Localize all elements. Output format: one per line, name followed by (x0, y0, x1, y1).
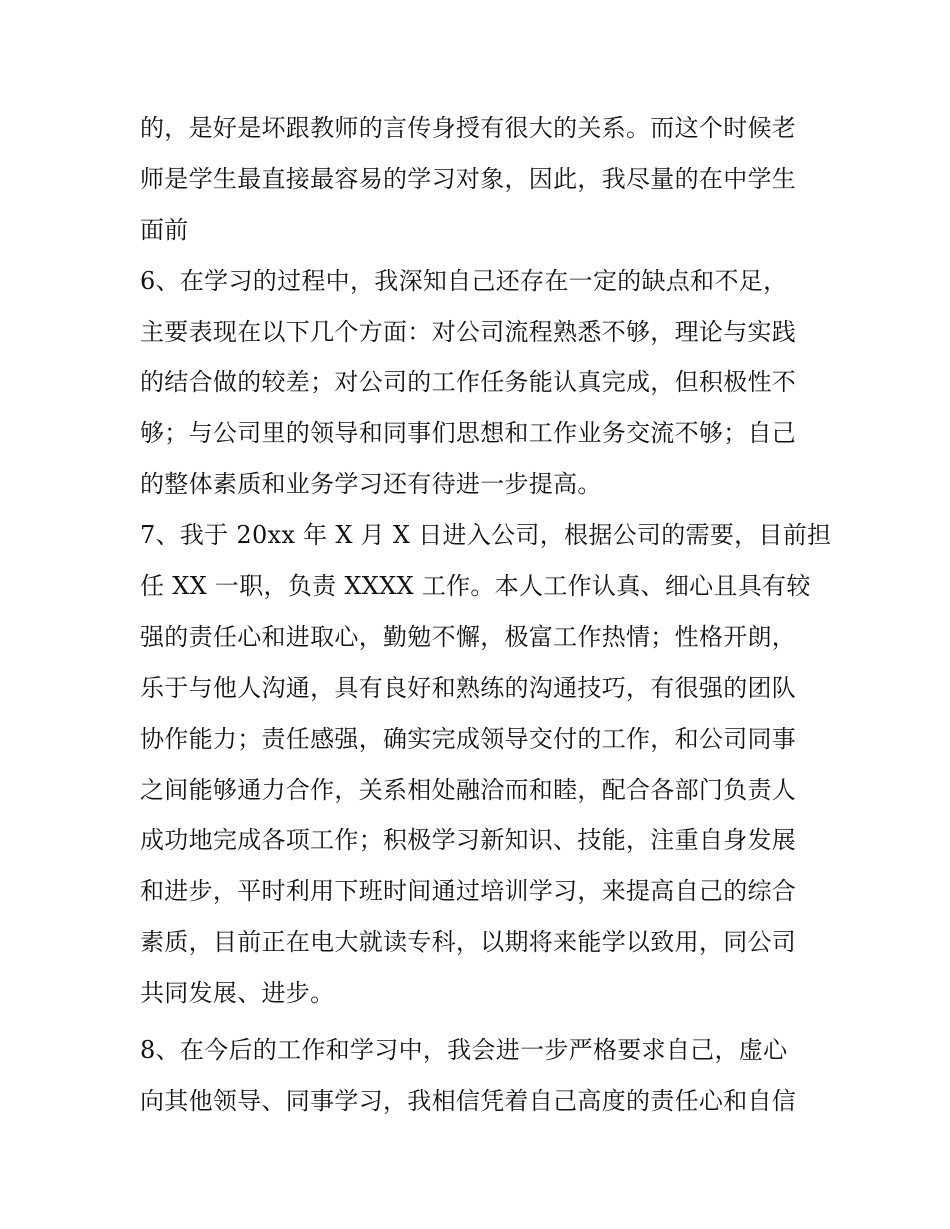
text-line: 6、在学习的过程中，我深知自己还存在一定的缺点和不足， (140, 266, 788, 295)
text-line: 和进步，平时利用下班时间通过培训学习，来提高自己的综合 (140, 877, 797, 906)
text-line: 向其他领导、同事学习，我相信凭着自己高度的责任心和自信 (140, 1086, 797, 1115)
text-line: 成功地完成各项工作；积极学习新知识、技能，注重自身发展 (140, 826, 797, 855)
text-line: 师是学生最直接最容易的学习对象，因此，我尽量的在中学生 (140, 164, 797, 193)
text-line: 8、在今后的工作和学习中，我会进一步严格要求自己，虚心 (140, 1036, 788, 1065)
text-line: 共同发展、进步。 (140, 979, 335, 1008)
text-line: 7、我于 20xx 年 X 月 X 日进入公司，根据公司的需要，目前担 (140, 521, 832, 550)
text-line: 够；与公司里的领导和同事们思想和工作业务交流不够；自己 (140, 419, 797, 448)
text-line: 的整体素质和业务学习还有待进一步提高。 (140, 470, 602, 499)
text-line: 的结合做的较差；对公司的工作任务能认真完成，但积极性不 (140, 368, 797, 397)
text-line: 的，是好是坏跟教师的言传身授有很大的关系。而这个时候老 (140, 114, 797, 142)
text-line: 主要表现在以下几个方面：对公司流程熟悉不够，理论与实践 (140, 317, 797, 346)
text-line: 素质，目前正在电大就读专科，以期将来能学以致用，同公司 (140, 928, 797, 957)
text-line: 乐于与他人沟通，具有良好和熟练的沟通技巧，有很强的团队 (140, 673, 797, 702)
text-line: 协作能力；责任感强，确实完成领导交付的工作，和公司同事 (140, 724, 797, 753)
text-line: 强的责任心和进取心，勤勉不懈，极富工作热情；性格开朗， (140, 622, 797, 651)
text-line: 任 XX 一职，负责 XXXX 工作。本人工作认真、细心且具有较 (140, 572, 811, 601)
text-line: 之间能够通力合作，关系相处融洽而和睦，配合各部门负责人 (140, 775, 797, 804)
document-body (140, 103, 832, 1127)
text-line: 面前 (140, 215, 189, 244)
